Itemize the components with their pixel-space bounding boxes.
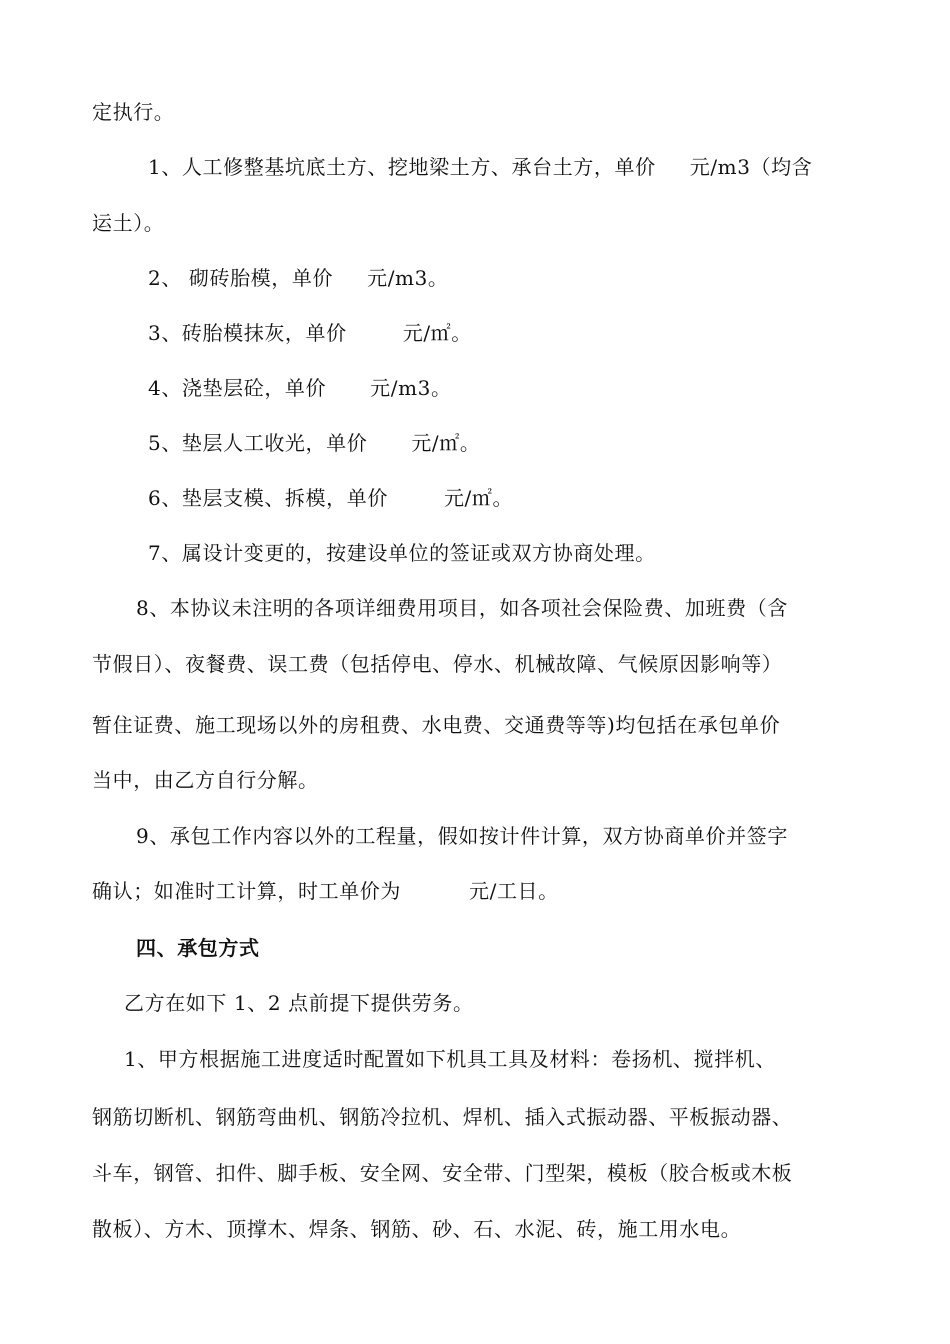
clause-7-line bbox=[148, 539, 656, 567]
clause-3-line bbox=[148, 319, 472, 347]
unit-text: 元/m3（均含 bbox=[689, 155, 813, 179]
section-heading bbox=[136, 934, 260, 962]
text-line bbox=[92, 877, 559, 905]
text-fragment: 7、属设计变更的，按建设单位的签证或双方协商处理。 bbox=[148, 541, 656, 565]
clause-5-line bbox=[148, 429, 480, 457]
text-line bbox=[92, 650, 782, 678]
text-fragment: 斗车，钢管、扣件、脚手板、安全网、安全带、门型架，模板（胶合板或木板 bbox=[92, 1161, 793, 1185]
text-line bbox=[92, 1159, 792, 1187]
text-line bbox=[92, 209, 164, 237]
text-fragment: 5、垫层人工收光，单价 bbox=[148, 431, 368, 455]
text-line bbox=[124, 989, 474, 1017]
text-fragment: 散板）、方木、顶撑木、焊条、钢筋、砂、石、水泥、砖，施工用水电。 bbox=[92, 1217, 742, 1241]
text-fragment: 1、人工修整基坑底土方、挖地梁土方、承台土方，单价 bbox=[148, 155, 656, 179]
text-fragment: 乙方在如下 1、2 点前提下提供劳务。 bbox=[124, 991, 474, 1015]
heading-text: 四、承包方式 bbox=[136, 936, 260, 960]
clause-8-line bbox=[136, 594, 788, 622]
text-line bbox=[92, 1103, 792, 1131]
unit-text: 元/工日。 bbox=[469, 879, 559, 903]
clause-1-line bbox=[148, 153, 812, 181]
text-fragment: 节假日）、夜餐费、误工费（包括停电、停水、机械故障、气候原因影响等） bbox=[92, 652, 783, 676]
text-fragment: 2、 砌砖胎模，单价 bbox=[148, 266, 334, 290]
clause-9-line bbox=[136, 822, 788, 850]
text-line bbox=[92, 766, 319, 794]
clause-2-line bbox=[148, 264, 449, 292]
text-line bbox=[124, 1045, 776, 1073]
text-line bbox=[92, 98, 174, 126]
text-fragment: 当中，由乙方自行分解。 bbox=[92, 768, 319, 792]
text-fragment: 确认；如准时工计算，时工单价为 bbox=[92, 879, 401, 903]
unit-text: 元/㎡。 bbox=[443, 486, 514, 510]
text-fragment: 1、甲方根据施工进度适时配置如下机具工具及材料：卷扬机、搅拌机、 bbox=[124, 1047, 776, 1071]
clause-6-line bbox=[148, 484, 513, 512]
text-fragment: 3、砖胎模抹灰，单价 bbox=[148, 321, 347, 345]
unit-text: 元/㎡。 bbox=[411, 431, 481, 455]
text-fragment: 钢筋切断机、钢筋弯曲机、钢筋冷拉机、焊机、插入式振动器、平板振动器、 bbox=[92, 1105, 793, 1129]
text-fragment: 8、本协议未注明的各项详细费用项目，如各项社会保险费、加班费（含 bbox=[136, 596, 788, 620]
unit-text: 元/m3。 bbox=[370, 376, 452, 400]
text-fragment: 4、浇垫层砼，单价 bbox=[148, 376, 327, 400]
text-fragment: 运土）。 bbox=[92, 211, 165, 235]
text-line bbox=[92, 711, 780, 739]
text-fragment: 9、承包工作内容以外的工程量，假如按计件计算，双方协商单价并签字 bbox=[136, 824, 788, 848]
clause-4-line bbox=[148, 374, 452, 402]
text-line bbox=[92, 1215, 741, 1243]
text-fragment: 暂住证费、施工现场以外的房租费、水电费、交通费等等)均包括在承包单价 bbox=[92, 713, 781, 737]
unit-text: 元/m3。 bbox=[367, 266, 449, 290]
text-fragment: 6、垫层支模、拆模，单价 bbox=[148, 486, 388, 510]
unit-text: 元/㎡。 bbox=[402, 321, 472, 345]
text-fragment: 定执行。 bbox=[92, 100, 175, 124]
